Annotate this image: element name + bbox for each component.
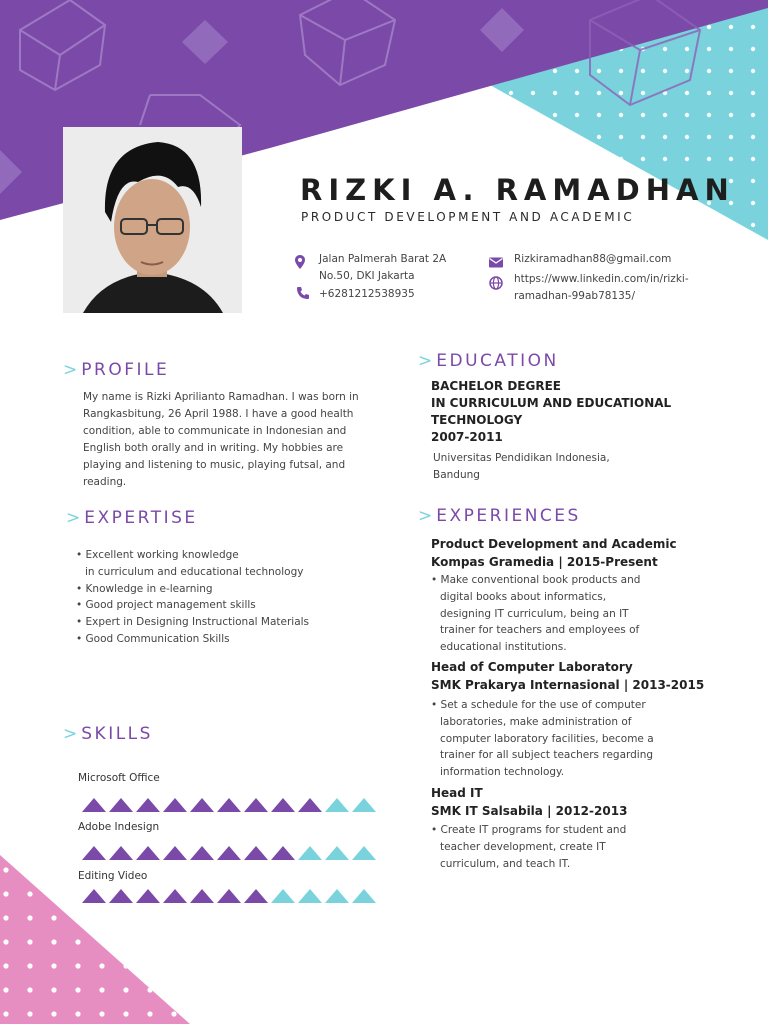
skill-triangle-empty [297, 845, 323, 861]
phone-icon [295, 285, 311, 301]
profile-heading: > PROFILE [63, 360, 170, 380]
profile-text: My name is Rizki Aprilianto Ramadhan. I was born in Rangkasbitung, 26 April 1988. I have a good health condition, able to communicate in Indonesian and English both orally and in writing. My hobbies are playing and listening to music, playing futsal, and reading. [83, 391, 359, 488]
skills-heading: > SKILLS [63, 724, 153, 744]
skill-triangle-filled [81, 845, 107, 861]
email-icon [488, 254, 504, 270]
skill-triangle-filled [81, 888, 107, 904]
expertise-list [76, 547, 309, 648]
skill-triangle-filled [108, 845, 134, 861]
skill-triangle-filled [135, 797, 161, 813]
skill-triangle-filled [189, 888, 215, 904]
skill-triangle-filled [270, 845, 296, 861]
linkedin-url[interactable] [514, 271, 689, 305]
experience-role: Product Development and Academic [431, 537, 677, 551]
globe-icon [488, 275, 504, 291]
address-line2: No.50, DKI Jakarta [319, 270, 415, 282]
skill-triangle-filled [243, 797, 269, 813]
skill-triangle-filled [108, 797, 134, 813]
skill-label: Microsoft Office [78, 772, 160, 784]
chevron-right-icon: > [418, 351, 433, 371]
experience-description: • Set a schedule for the use of computer laboratories, make administration of computer laboratory facilities, become a trainer for all subject teachers regarding information technology. [431, 699, 654, 779]
job-title: PRODUCT DEVELOPMENT AND ACADEMIC [301, 210, 635, 224]
skill-triangle-filled [270, 797, 296, 813]
experience-item [431, 658, 704, 694]
email-address[interactable]: Rizkiramadhan88@gmail.com [514, 253, 672, 265]
skill-triangle-filled [189, 845, 215, 861]
experience-description: • Create IT programs for student and teacher development, create IT curriculum, and teach IT. [431, 824, 627, 870]
list-item: • Knowledge in e-learning [76, 582, 213, 595]
location-pin-icon [292, 254, 308, 270]
experience-description: • Make conventional book products and digital books about informatics, designing IT curriculum, being an IT trainer for teachers and employees of educational institutions. [431, 574, 641, 654]
skill-triangle-filled [135, 888, 161, 904]
skill-triangle-empty [324, 845, 350, 861]
address [319, 251, 446, 285]
list-item: • Excellent working knowledge [76, 549, 239, 561]
skill-triangle-empty [351, 797, 377, 813]
skill-triangle-empty [351, 845, 377, 861]
skill-rating-bar [81, 845, 377, 861]
chevron-right-icon: > [63, 724, 78, 744]
phone-number[interactable]: +6281212538935 [319, 288, 415, 300]
list-item: • Expert in Designing Instructional Materials [76, 616, 310, 629]
chevron-right-icon: > [418, 506, 433, 526]
skill-triangle-filled [297, 797, 323, 813]
chevron-right-icon: > [66, 508, 81, 528]
list-item: • Good Communication Skills [76, 632, 230, 645]
skill-triangle-filled [216, 845, 242, 861]
skill-triangle-empty [297, 888, 323, 904]
degree: BACHELOR DEGREE IN CURRICULUM AND EDUCATIONAL TECHNOLOGY 2007-2011 [431, 379, 672, 444]
skill-triangle-empty [351, 888, 377, 904]
linkedin-line2: ramadhan-99ab78135/ [514, 290, 636, 302]
chevron-right-icon: > [63, 360, 78, 380]
list-item: • Good project management skills [76, 599, 256, 612]
experience-item [431, 535, 677, 571]
experience-company: Kompas Gramedia | 2015-Present [431, 555, 658, 569]
skill-triangle-filled [243, 888, 269, 904]
experiences-heading: > EXPERIENCES [418, 506, 581, 526]
skill-triangle-empty [324, 888, 350, 904]
skill-label: Editing Video [78, 870, 148, 882]
skill-triangle-filled [162, 845, 188, 861]
skill-rating-bar [81, 797, 377, 813]
skill-triangle-filled [189, 797, 215, 813]
experience-company: SMK IT Salsabila | 2012-2013 [431, 804, 628, 818]
skill-triangle-empty [270, 888, 296, 904]
skill-triangle-filled [243, 845, 269, 861]
list-item: in curriculum and educational technology [85, 565, 304, 578]
avatar-illustration [63, 127, 242, 313]
skill-label: Adobe Indesign [78, 821, 160, 833]
skill-triangle-filled [216, 888, 242, 904]
school: Universitas Pendidikan Indonesia, Bandung [433, 452, 610, 481]
experience-company: SMK Prakarya Internasional | 2013-2015 [431, 678, 705, 692]
linkedin-line1: https://www.linkedin.com/in/rizki- [514, 273, 689, 285]
address-line1: Jalan Palmerah Barat 2A [319, 253, 447, 265]
expertise-heading: > EXPERTISE [66, 508, 198, 528]
skill-triangle-filled [108, 888, 134, 904]
skill-triangle-empty [324, 797, 350, 813]
skill-triangle-filled [162, 888, 188, 904]
skill-triangle-filled [162, 797, 188, 813]
skill-rating-bar [81, 888, 377, 904]
education-heading: > EDUCATION [418, 351, 559, 371]
experience-role: Head of Computer Laboratory [431, 660, 633, 674]
skill-triangle-filled [135, 845, 161, 861]
skill-triangle-filled [216, 797, 242, 813]
experience-role: Head IT [431, 786, 483, 800]
skill-triangle-filled [81, 797, 107, 813]
person-name: RIZKI A. RAMADHAN [300, 173, 735, 207]
experience-item [431, 784, 627, 820]
profile-photo [63, 127, 242, 313]
